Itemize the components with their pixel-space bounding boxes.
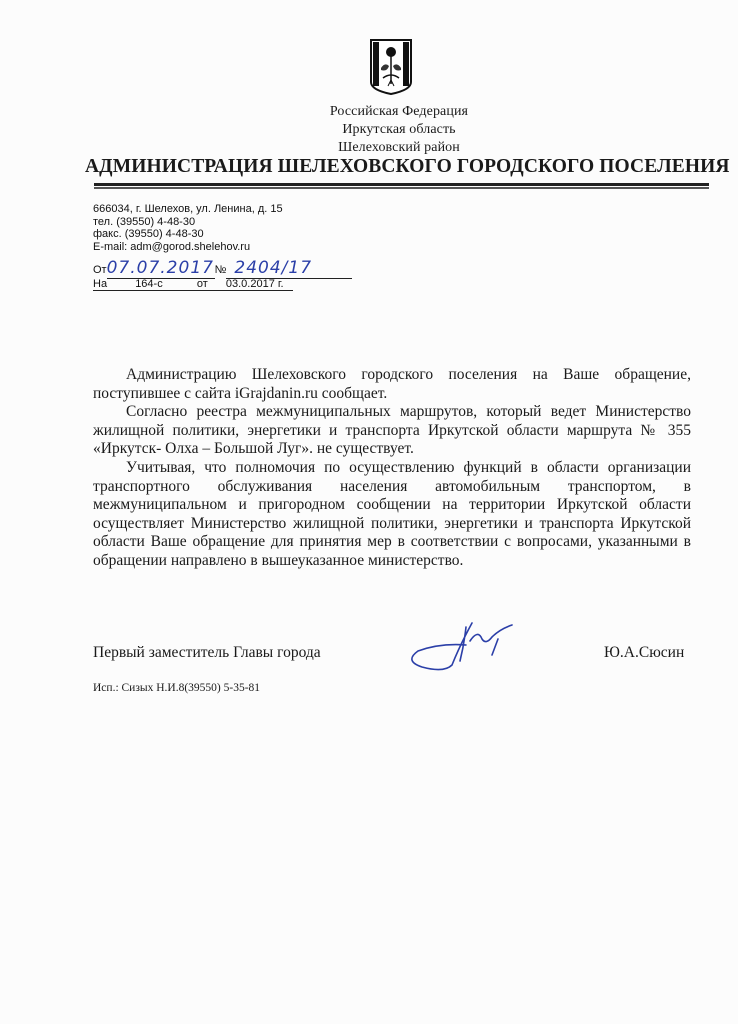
body-paragraph: Согласно реестра межмуниципальных маршрутов, который ведет Министерство жилищной политики, энергетики и транспорта Иркутской области маршрута № 355 «Иркутск- Олха – Большой Луг». не существует. [93,403,691,458]
contact-email: E-mail: adm@gorod.shelehov.ru [93,240,251,253]
signer-position: Первый заместитель Главы города [93,644,321,661]
body-paragraph: Учитывая, что полномочия по осуществлению функций в области организации транспортного обслуживания населения автомобильным транспортом, в межмуниципальном и пригородном сообщении на территории Иркутской области осуществляет Министерство жилищной политики, энергетики и транспорта Иркутской области Ваше обращение для принятия мер в соответствии с вопросами, указанными в обращении направлено в вышеуказанное министерство. [93,458,691,569]
number-label: № [214,264,227,276]
outgoing-number: 2404/17 [226,258,352,279]
letter-body [93,366,691,571]
header-rule-thin [94,187,709,189]
reply-label: На [93,278,108,290]
organization-title: АДМИНИСТРАЦИЯ ШЕЛЕХОВСКОГО ГОРОДСКОГО ПОСЕЛЕНИЯ [85,156,730,177]
reply-reference-line [93,278,293,291]
reply-number: 164-с [135,278,163,290]
from-label: От [93,264,107,276]
reply-date-label: от [196,278,208,290]
contact-fax: факс. (39550) 4-48-30 [93,228,204,241]
reply-date: 03.0.2017 г. [225,278,284,290]
header-country: Российская Федерация [329,104,469,119]
header-district: Шелеховский район [338,140,460,155]
contact-phone: тел. (39550) 4-48-30 [93,215,196,228]
outgoing-registration [93,258,352,279]
contact-address: 666034, г. Шелехов, ул. Ленина, д. 15 [93,203,283,215]
executor-info: Исп.: Сизых Н.И.8(39550) 5-35-81 [93,682,261,694]
signer-name: Ю.А.Сюсин [604,644,685,661]
header-region: Иркутская область [342,122,456,137]
handwritten-signature [400,615,530,675]
incoming-reference [93,278,293,291]
contact-block [93,203,283,253]
body-paragraph: Администрацию Шелеховского городского поселения на Ваше обращение, поступившее с сайта iGrajdanin.ru сообщает. [93,366,691,402]
header-rule-thick [94,183,709,186]
coat-of-arms-emblem [369,38,413,96]
outgoing-date: 07.07.2017 [106,258,214,278]
